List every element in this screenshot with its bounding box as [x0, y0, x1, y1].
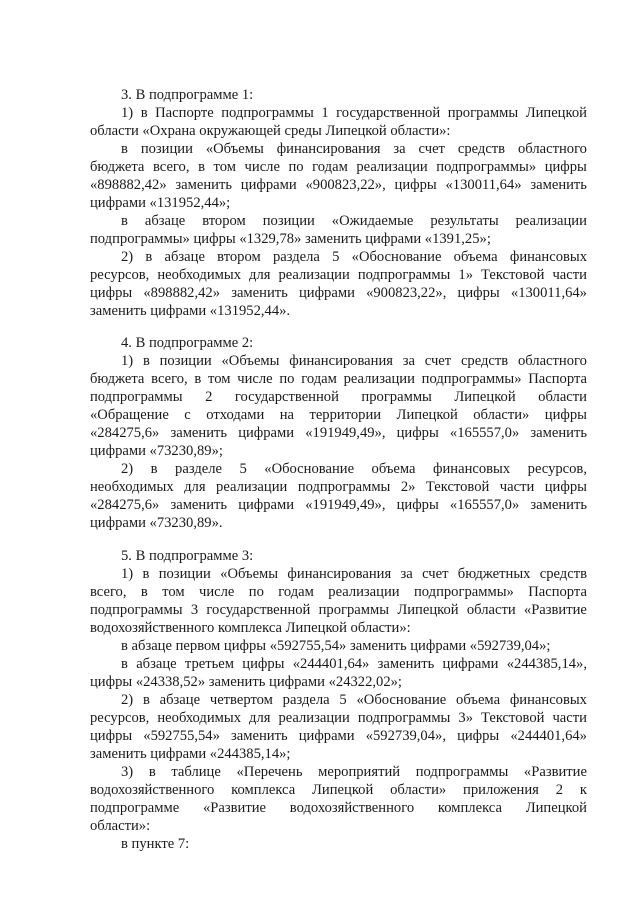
paragraph-line: 2) в абзаце втором раздела 5 «Обоснование объема финансовых	[121, 249, 587, 265]
paragraph-line: в абзаце третьем цифры «244401,64» заменить цифрами «244385,14»,	[121, 656, 587, 672]
paragraph-line: бюджета всего, в том числе по годам реализации подпрограммы» Паспорта	[90, 371, 587, 387]
paragraph-line: «Обращение с отходами на территории Липецкой области» цифры	[90, 407, 587, 423]
paragraph-line: ресурсов, необходимых для реализации подпрограммы 3» Текстовой части	[90, 710, 587, 726]
paragraph-line: водохозяйственного комплекса Липецкой области» приложения 2 к	[90, 782, 587, 798]
paragraph-line: 3) в таблице «Перечень мероприятий подпрограммы «Развитие	[121, 764, 587, 780]
paragraph-line: в абзаце втором позиции «Ожидаемые результаты реализации	[121, 213, 587, 229]
paragraph-line: необходимых для реализации подпрограммы 2» Текстовой части цифры	[90, 479, 587, 495]
paragraph-line: подпрограммы» цифры «1329,78» заменить цифрами «1391,25»;	[90, 231, 491, 247]
paragraph-line: 1) в Паспорте подпрограммы 1 государственной программы Липецкой	[121, 105, 587, 121]
paragraph-line: области»:	[90, 818, 151, 834]
paragraph-line: в абзаце первом цифры «592755,54» заменить цифрами «592739,04»;	[121, 638, 551, 654]
paragraph-line: «898882,42» заменить цифрами «900823,22», цифры «130011,64» заменить	[90, 177, 587, 193]
paragraph-line: цифрами «73230,89».	[90, 515, 223, 531]
paragraph-line: 1) в позиции «Объемы финансирования за счет средств областного	[121, 353, 587, 369]
paragraph-line: 2) в абзаце четвертом раздела 5 «Обоснование объема финансовых	[121, 692, 587, 708]
paragraph-line: в позиции «Объемы финансирования за счет средств областного	[121, 141, 587, 157]
paragraph-line: заменить цифрами «244385,14»;	[90, 746, 291, 762]
paragraph-line: ресурсов, необходимых для реализации подпрограммы 1» Текстовой части	[90, 267, 587, 283]
paragraph-line: цифрами «131952,44»;	[90, 195, 231, 211]
paragraph-line: цифры «592755,54» заменить цифрами «592739,04», цифры «244401,64»	[90, 728, 587, 744]
section-heading: 5. В подпрограмме 3:	[121, 548, 254, 564]
paragraph-line: подпрограммы 2 государственной программы Липецкой области	[90, 389, 587, 405]
paragraph-line: подпрограмме «Развитие водохозяйственного комплекса Липецкой	[90, 800, 587, 816]
section-heading: 3. В подпрограмме 1:	[121, 87, 254, 103]
paragraph-line: заменить цифрами «131952,44».	[90, 303, 291, 319]
paragraph-line: «284275,6» заменить цифрами «191949,49», цифры «165557,0» заменить	[90, 425, 587, 441]
paragraph-line: 1) в позиции «Объемы финансирования за счет бюджетных средств	[121, 566, 587, 582]
paragraph-line: в пункте 7:	[121, 836, 190, 852]
paragraph-line: водохозяйственного комплекса Липецкой области»:	[90, 620, 411, 636]
paragraph-line: цифры «24338,52» заменить цифрами «24322,02»;	[90, 674, 402, 690]
paragraph-line: «284275,6» заменить цифрами «191949,49», цифры «165557,0» заменить	[90, 497, 587, 513]
paragraph-line: области «Охрана окружающей среды Липецкой области»:	[90, 123, 451, 139]
paragraph-line: 2) в разделе 5 «Обоснование объема финансовых ресурсов,	[121, 461, 587, 477]
paragraph-line: цифрами «73230,89»;	[90, 443, 223, 459]
paragraph-line: бюджета всего, в том числе по годам реализации подпрограммы» цифры	[90, 159, 587, 175]
paragraph-line: подпрограммы 3 государственной программы Липецкой области «Развитие	[90, 602, 587, 618]
section-heading: 4. В подпрограмме 2:	[121, 335, 254, 351]
paragraph-line: всего, в том числе по годам реализации подпрограммы» Паспорта	[90, 584, 587, 600]
paragraph-line: цифры «898882,42» заменить цифрами «900823,22», цифры «130011,64»	[90, 285, 587, 301]
